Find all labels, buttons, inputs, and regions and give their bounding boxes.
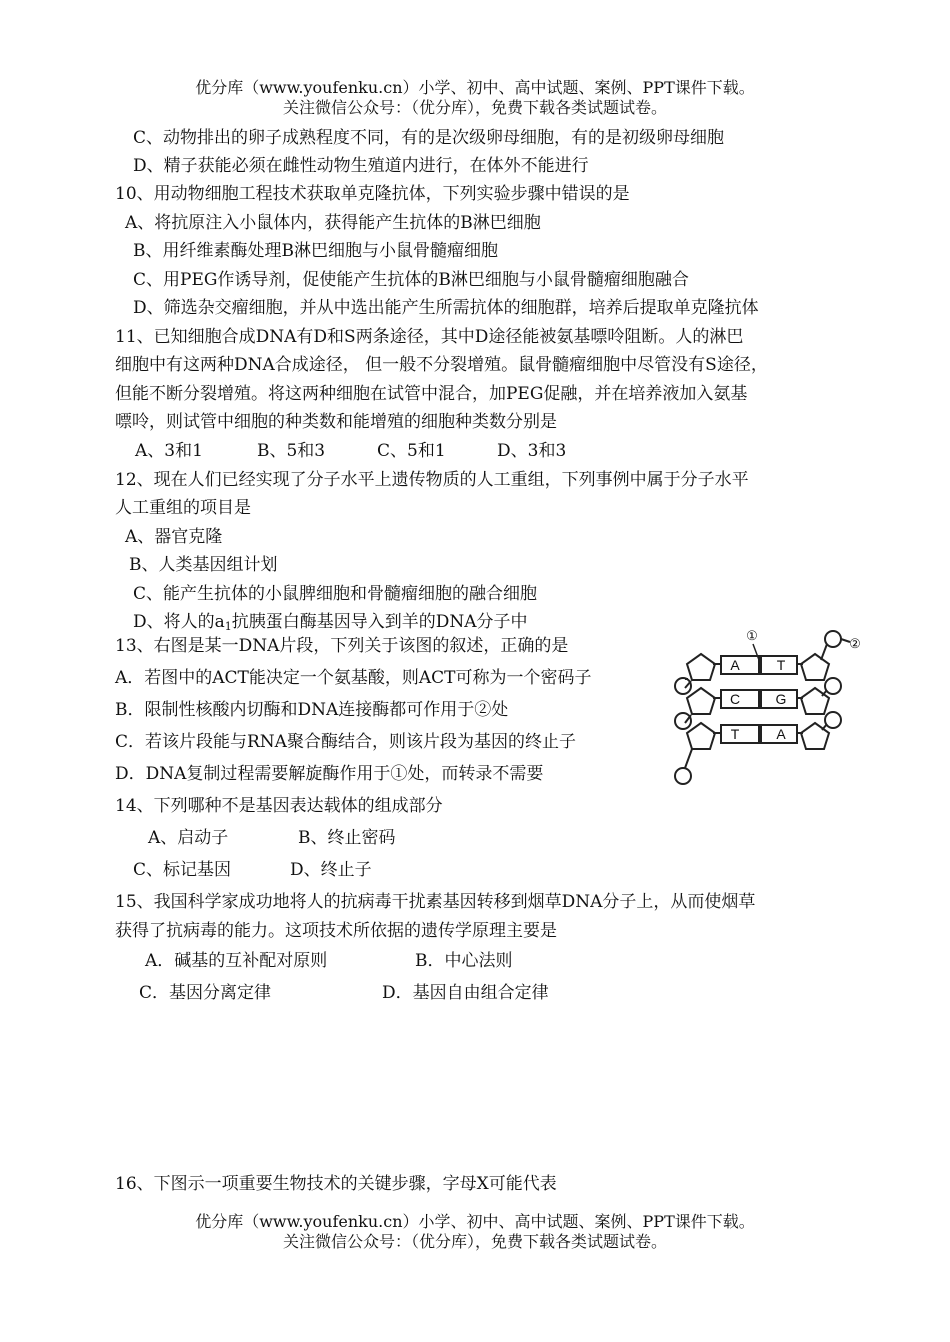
left-sugar-3 <box>687 723 715 749</box>
header-line-2: 关注微信公众号：（优分库），免费下载各类试题试卷。 <box>282 98 667 117</box>
q15-option-d: D．基因自由组合定律 <box>382 983 549 1003</box>
base-left-3: T <box>730 726 740 742</box>
header-line-1: 优分库（www.youfenku.cn）小学、初中、高中试题、案例、PPT课件下载。 <box>195 78 755 97</box>
marker-2: ② <box>849 636 861 651</box>
q10-option-a: A、将抗原注入小鼠体内，获得能产生抗体的B淋巴细胞 <box>125 213 541 233</box>
q12-stem-2: 人工重组的项目是 <box>115 498 251 518</box>
q14-option-b: B、终止密码 <box>298 828 396 848</box>
left-sugar-2 <box>687 688 715 714</box>
base-right-3: A <box>776 726 786 742</box>
q12-option-d-post: 抗胰蛋白酶基因导入到羊的DNA分子中 <box>231 612 528 632</box>
q12-option-c: C、能产生抗体的小鼠脾细胞和骨髓瘤细胞的融合细胞 <box>133 584 538 604</box>
base-box-left-1 <box>721 656 759 674</box>
q14-option-d: D、终止子 <box>290 860 372 880</box>
q11-stem-2: 细胞中有这两种DNA合成途径， 但一般不分裂增殖。鼠骨髓瘤细胞中尽管没有S途径， <box>115 355 768 375</box>
left-phosphate-1 <box>675 678 691 694</box>
q14-option-c: C、标记基因 <box>133 860 232 880</box>
base-left-2: C <box>729 691 741 707</box>
base-right-1: T <box>776 657 786 673</box>
q12-option-a: A、器官克隆 <box>125 527 223 547</box>
q11-option-a: A、3和1 <box>135 441 203 461</box>
q11-stem-1: 11、已知细胞合成DNA有D和S两条途径，其中D途径能被氨基嘌呤阻断。人的淋巴 <box>115 327 744 347</box>
base-right-2: G <box>775 691 787 707</box>
q15-stem-1: 15、我国科学家成功地将人的抗病毒干扰素基因转移到烟草DNA分子上，从而使烟草 <box>115 892 756 912</box>
q10-option-b: B、用纤维素酶处理B淋巴细胞与小鼠骨髓瘤细胞 <box>133 241 498 261</box>
q15-stem-2: 获得了抗病毒的能力。这项技术所依据的遗传学原理主要是 <box>115 921 557 941</box>
q10-option-d: D、筛选杂交瘤细胞，并从中选出能产生所需抗体的细胞群，培养后提取单克隆抗体 <box>133 298 759 318</box>
q15-option-a: A．碱基的互补配对原则 <box>145 951 328 971</box>
left-sugar-1 <box>687 654 715 680</box>
left-phosphate-3 <box>675 768 691 784</box>
q14-stem: 14、下列哪种不是基因表达载体的组成部分 <box>115 796 443 816</box>
q13-option-b: B．限制性核酸内切酶和DNA连接酶都可作用于②处 <box>115 700 509 720</box>
right-phosphate-2 <box>825 678 841 694</box>
q12-option-d-subscript: 1 <box>224 620 232 633</box>
q10-option-c: C、用PEG作诱导剂，促使能产生抗体的B淋巴细胞与小鼠骨髓瘤细胞融合 <box>133 270 689 290</box>
base-left-1: A <box>730 657 740 673</box>
q12-option-d-pre: D、将人的a <box>133 612 225 632</box>
q11-stem-3: 但能不断分裂增殖。将这两种细胞在试管中混合，加PEG促融，并在培养液加入氨基 <box>115 384 748 404</box>
footer-line-2: 关注微信公众号：（优分库），免费下载各类试题试卷。 <box>282 1232 667 1251</box>
right-phosphate-3 <box>825 712 841 728</box>
marker-1: ① <box>746 628 758 643</box>
q15-option-b: B．中心法则 <box>415 951 513 971</box>
q11-option-b: B、5和3 <box>257 441 326 461</box>
page-header <box>0 78 950 118</box>
q11-stem-4: 嘌呤，则试管中细胞的种类数和能增殖的细胞种类数分别是 <box>115 412 557 432</box>
page-footer <box>0 1212 950 1252</box>
right-sugar-1 <box>801 654 829 680</box>
q14-option-a: A、启动子 <box>148 828 229 848</box>
q13-option-a: A．若图中的ACT能决定一个氨基酸，则ACT可称为一个密码子 <box>115 668 592 688</box>
q13-option-d: D．DNA复制过程需要解旋酶作用于①处，而转录不需要 <box>115 764 544 784</box>
q9-option-d: D、精子获能必须在雌性动物生殖道内进行，在体外不能进行 <box>133 156 589 176</box>
q11-option-c: C、5和1 <box>377 441 446 461</box>
q16-stem: 16、下图示一项重要生物技术的关键步骤，字母X可能代表 <box>115 1174 557 1194</box>
q13-stem: 13、右图是某一DNA片段，下列关于该图的叙述，正确的是 <box>115 636 569 656</box>
base-box-left-3 <box>721 725 759 743</box>
dna-fragment-figure <box>655 626 870 786</box>
q12-stem-1: 12、现在人们已经实现了分子水平上遗传物质的人工重组，下列事例中属于分子水平 <box>115 470 749 490</box>
q9-option-c: C、动物排出的卵子成熟程度不同，有的是次级卵母细胞，有的是初级卵母细胞 <box>133 128 725 148</box>
q11-option-d: D、3和3 <box>497 441 567 461</box>
q13-option-c: C．若该片段能与RNA聚合酶结合，则该片段为基因的终止子 <box>115 732 576 752</box>
left-phosphate-2 <box>675 713 691 729</box>
q12-option-b: B、人类基因组计划 <box>129 555 278 575</box>
q10-stem: 10、用动物细胞工程技术获取单克隆抗体，下列实验步骤中错误的是 <box>115 184 630 204</box>
q12-option-d <box>133 611 528 638</box>
q15-option-c: C．基因分离定律 <box>139 983 272 1003</box>
footer-line-1: 优分库（www.youfenku.cn）小学、初中、高中试题、案例、PPT课件下载。 <box>195 1212 755 1231</box>
